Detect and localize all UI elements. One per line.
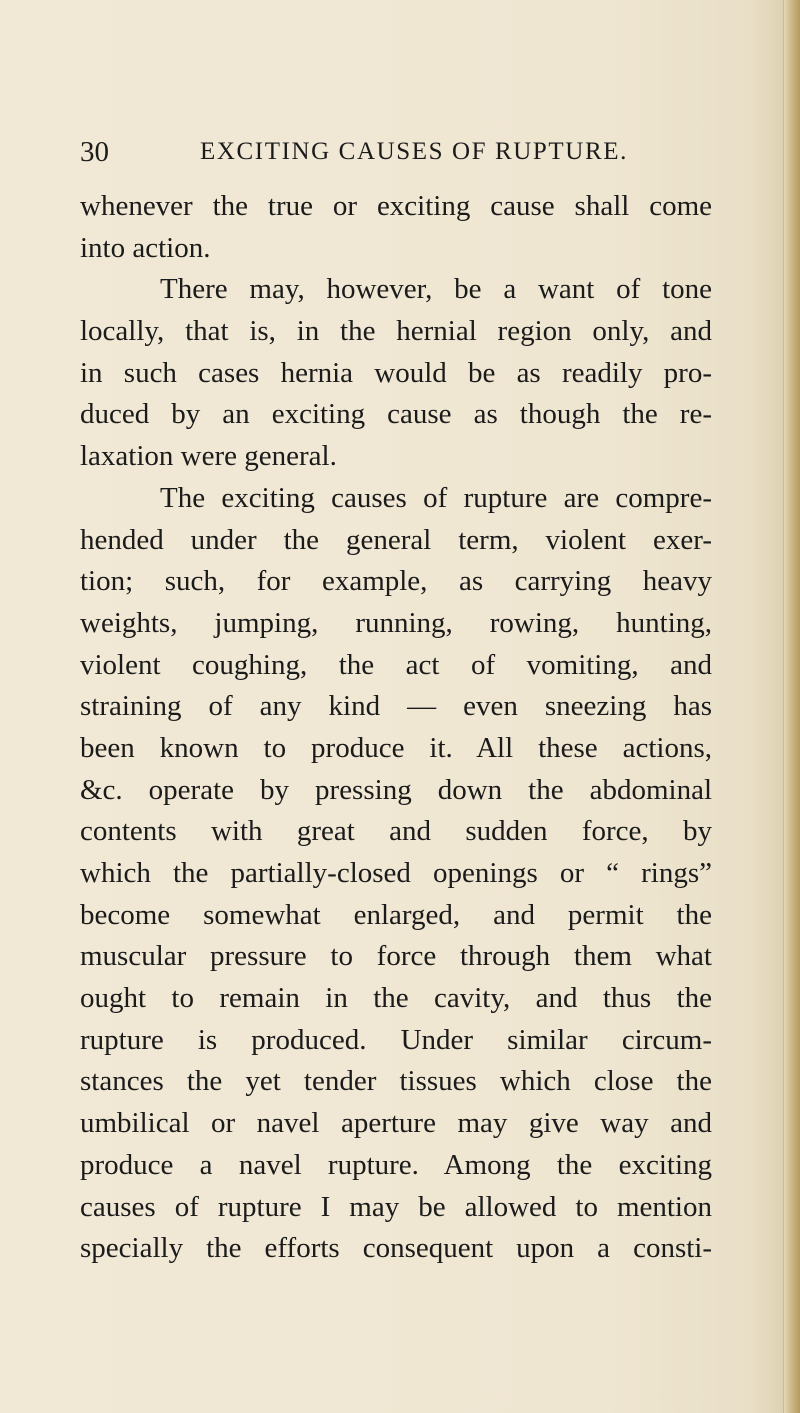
text-line: stances the yet tender tissues which close the bbox=[80, 1065, 712, 1098]
text-line: into action. bbox=[80, 231, 211, 264]
page-number: 30 bbox=[80, 136, 109, 168]
text-line: laxation were general. bbox=[80, 440, 337, 473]
page-header bbox=[80, 132, 740, 172]
text-line: straining of any kind — even sneezing has bbox=[80, 690, 712, 723]
text-line: violent coughing, the act of vomiting, and bbox=[80, 648, 712, 681]
text-line: locally, that is, in the hernial region only, and bbox=[80, 315, 712, 348]
text-line: duced by an exciting cause as though the re- bbox=[80, 398, 712, 431]
text-line: rupture is produced. Under similar circum- bbox=[80, 1023, 712, 1056]
text-line: whenever the true or exciting cause shall come bbox=[80, 190, 712, 222]
text-line: There may, however, be a want of tone bbox=[160, 273, 712, 306]
text-line: produce a navel rupture. Among the exciting bbox=[80, 1148, 712, 1181]
text-line: become somewhat enlarged, and permit the bbox=[80, 898, 712, 931]
running-head: EXCITING CAUSES OF RUPTURE. bbox=[200, 138, 628, 165]
text-line: causes of rupture I may be allowed to mention bbox=[80, 1190, 712, 1223]
text-line: specially the efforts consequent upon a consti- bbox=[80, 1232, 712, 1265]
text-line: tion; such, for example, as carrying heavy bbox=[80, 565, 712, 598]
text-line: which the partially-closed openings or “ rings” bbox=[80, 857, 712, 889]
text-line: in such cases hernia would be as readily pro- bbox=[80, 356, 712, 389]
body-text bbox=[80, 186, 712, 1270]
text-line: The exciting causes of rupture are compre- bbox=[160, 481, 712, 514]
text-line: ought to remain in the cavity, and thus the bbox=[80, 982, 712, 1015]
text-line: contents with great and sudden force, by bbox=[80, 815, 712, 848]
text-line: been known to produce it. All these actions, bbox=[80, 731, 712, 764]
text-line: weights, jumping, running, rowing, hunting, bbox=[80, 606, 712, 639]
text-line: hended under the general term, violent exer- bbox=[80, 523, 712, 556]
page-edge bbox=[784, 0, 800, 1413]
text-line: muscular pressure to force through them what bbox=[80, 940, 712, 973]
text-line: &c. operate by pressing down the abdominal bbox=[80, 773, 712, 806]
text-line: umbilical or navel aperture may give way and bbox=[80, 1107, 712, 1140]
